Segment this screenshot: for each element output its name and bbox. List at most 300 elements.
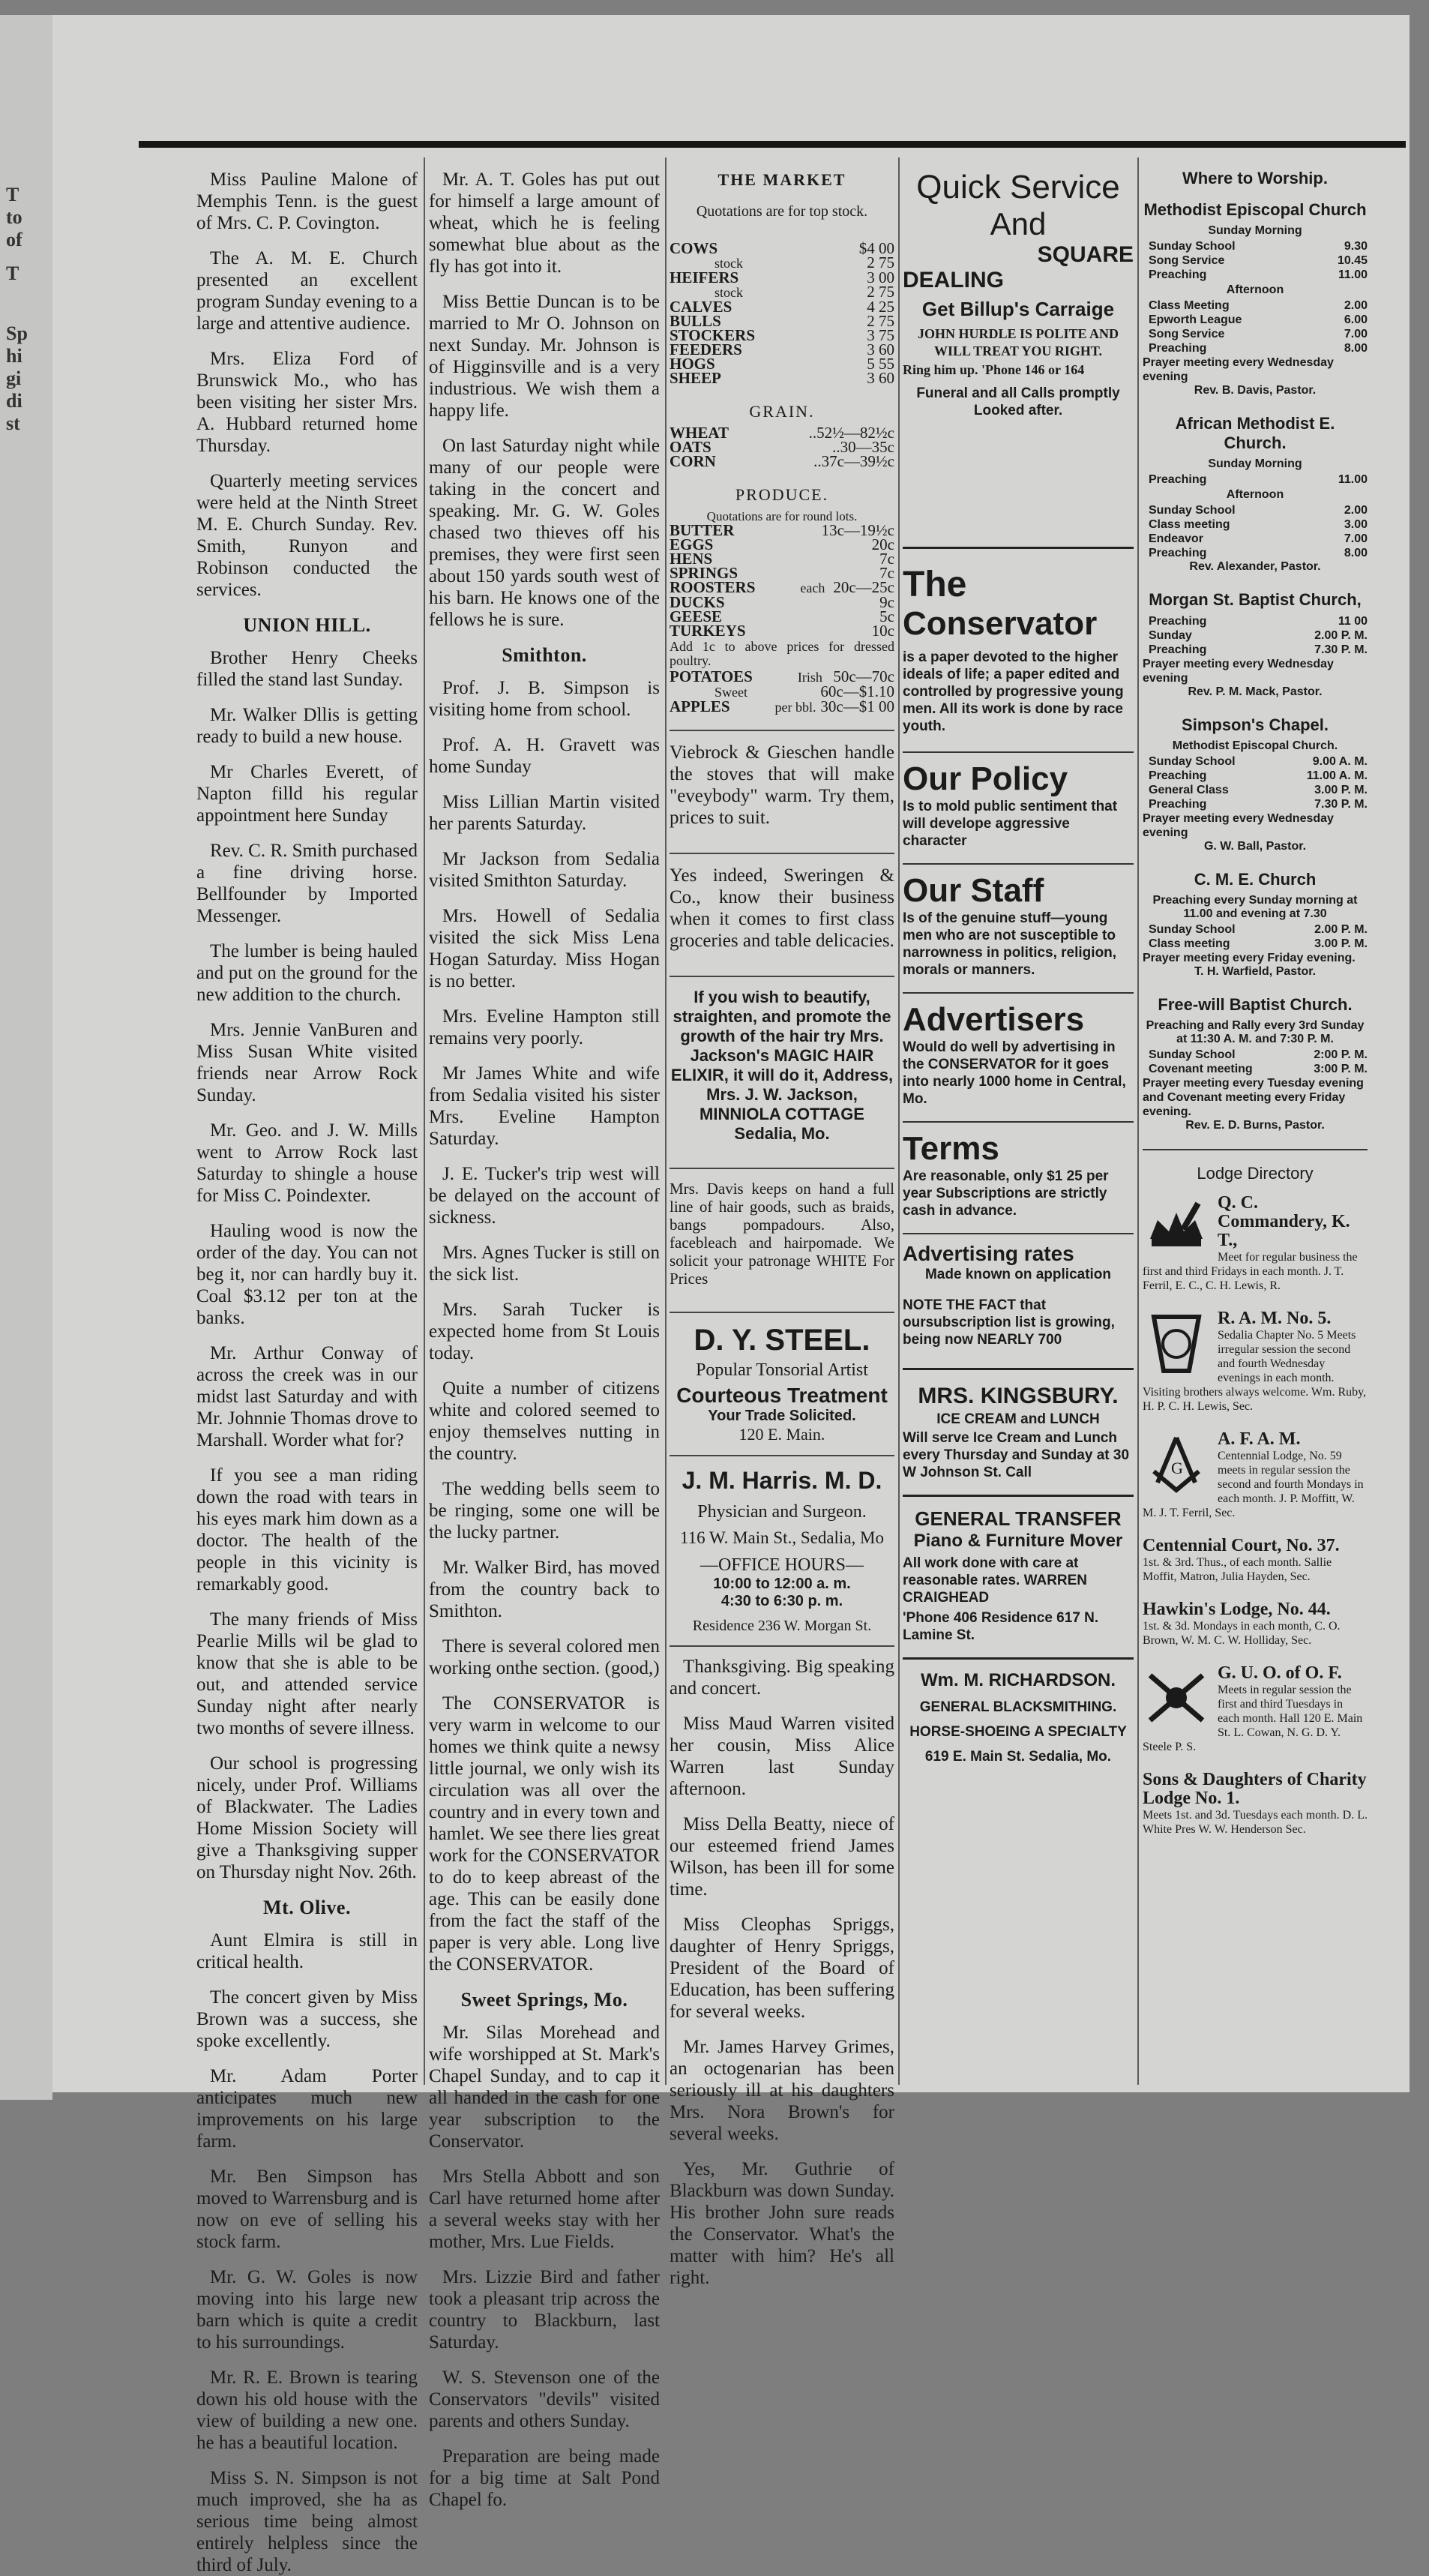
lodge-entry bbox=[1143, 1537, 1368, 1584]
news-item: Mr. Geo. and J. W. Mills went to Arrow Rock last Saturday to shingle a house for Miss C. Poindexter. bbox=[196, 1120, 418, 1206]
news-item: Mr. R. E. Brown is tearing down his old house with the view of building a new one. he has a beautiful location. bbox=[196, 2368, 418, 2453]
news-item: Preparation are being made for a big time at Salt Pond Chapel fo. bbox=[429, 2446, 660, 2510]
market-item-name: HEIFERS bbox=[670, 268, 739, 286]
market-item-price: 5 55 bbox=[867, 355, 894, 373]
news-item: On last Saturday night while many of our people were taking in the concert and speaking. Mr. G. W. Goles chased two thieves off his premises, they were first seen about 150 yards south west of his barn. He knows one of the fellows he is sure. bbox=[429, 436, 660, 630]
news-item: W. S. Stevenson one of the Conservators "devils" visited parents and others Sunday. bbox=[429, 2368, 660, 2431]
quick-service-title: SQUARE bbox=[1037, 242, 1134, 267]
steel-line: 120 E. Main. bbox=[738, 1425, 825, 1444]
service-row bbox=[1143, 628, 1368, 643]
news-item: Miss Pauline Malone of Memphis Tenn. is the guest of Mrs. C. P. Covington. bbox=[196, 169, 418, 233]
news-item: J. E. Tucker's trip west will be delayed on the account of sickness. bbox=[429, 1164, 660, 1228]
kingsbury-text: Will serve Ice Cream and Lunch every Thursday and Sunday at 30 W Johnson St. Call bbox=[903, 1430, 1130, 1480]
market-item-name: BULLS bbox=[670, 312, 721, 330]
church-name: Morgan St. Baptist Church, bbox=[1149, 590, 1362, 609]
carriage-ad bbox=[903, 169, 1134, 419]
service-row bbox=[1143, 769, 1368, 783]
service-time: 11.00 bbox=[1338, 473, 1368, 486]
news-item: Mrs. Eliza Ford of Brunswick Mo., who has been visiting her sister Mrs. A. Hubbard returned home Thursday. bbox=[196, 349, 418, 456]
market-item-price: 20c—25c bbox=[833, 578, 894, 596]
news-item: There is several colored men working onthe section. (good,) bbox=[429, 1636, 660, 1678]
news-item: Mr Charles Everett, of Napton filld his regular appointment here Sunday bbox=[196, 762, 418, 826]
transfer-name: GENERAL TRANSFER bbox=[915, 1507, 1122, 1530]
market-item-price: 2 75 bbox=[867, 312, 894, 330]
service-row bbox=[1143, 754, 1368, 769]
lodge-text: 1st. & 3d. Mondays in each month, C. O. Brown, W. M. C. W. Holliday, Sec. bbox=[1143, 1620, 1341, 1647]
market-item-name: GEESE bbox=[670, 607, 723, 625]
staff-text: Is of the genuine stuff—young men who are not susceptible to narrowness in politics, religion, morals or manners. bbox=[903, 910, 1117, 978]
market-item-name: TURKEYS bbox=[670, 622, 746, 640]
news-item: Mr. G. W. Goles is now moving into his large new barn which is quite a credit to his surroundings. bbox=[196, 2267, 418, 2353]
news-item: Mrs. Agnes Tucker is still on the sick list. bbox=[429, 1243, 660, 1285]
service-heading: Methodist Episcopal Church. bbox=[1172, 739, 1338, 752]
market-row bbox=[670, 697, 894, 715]
church-pastor: Rev. P. M. Mack, Pastor. bbox=[1188, 685, 1323, 698]
market-item-price: $4 00 bbox=[858, 239, 894, 257]
steel-name: D. Y. STEEL. bbox=[694, 1324, 870, 1357]
news-item: Mrs. Sarah Tucker is expected home from St Louis today. bbox=[429, 1300, 660, 1363]
lodge-entry bbox=[1143, 1430, 1368, 1520]
news-item: The lumber is being hauled and put on the ground for the new addition to the church. bbox=[196, 941, 418, 1005]
service-name: Epworth League bbox=[1149, 313, 1242, 326]
service-row bbox=[1143, 298, 1368, 313]
quick-service-title: And bbox=[990, 206, 1047, 241]
column-rule bbox=[665, 157, 667, 2085]
lodge-name: G. U. O. of O. F. bbox=[1218, 1663, 1342, 1683]
service-time: 2:00 P. M. bbox=[1314, 1048, 1368, 1061]
service-row bbox=[1143, 341, 1368, 355]
service-heading: Preaching and Rally every 3rd Sunday at 11:30 A. M. and 7:30 P. M. bbox=[1146, 1019, 1365, 1045]
service-name: Class Meeting bbox=[1149, 299, 1230, 312]
market-item-name: SHEEP bbox=[670, 369, 721, 387]
lodge-text: 1st. & 3rd. Thus., of each month. Sallie Moffit, Matron, Julia Hayden, Sec. bbox=[1143, 1556, 1332, 1583]
news-items-b bbox=[429, 677, 660, 1975]
lodge-list bbox=[1143, 1194, 1368, 1837]
service-row bbox=[1143, 922, 1368, 937]
news-item: The many friends of Miss Pearlie Mills wil be glad to know that she is able to be out, and attended service Sunday night after nearly two months of severe illness. bbox=[196, 1609, 418, 1738]
quick-service-title: DEALING bbox=[903, 268, 1004, 292]
steel-line: Your Trade Solicited. bbox=[708, 1408, 856, 1424]
service-time: 7.00 bbox=[1344, 328, 1368, 340]
service-row bbox=[1143, 532, 1368, 546]
steel-line: Popular Tonsorial Artist bbox=[696, 1360, 868, 1380]
service-row bbox=[1143, 1048, 1368, 1062]
lodge-title: Lodge Directory bbox=[1197, 1164, 1314, 1183]
news-item: The concert given by Miss Brown was a success, she spoke excellently. bbox=[196, 1987, 418, 2051]
lodge-name: Hawkin's Lodge, No. 44. bbox=[1143, 1600, 1331, 1619]
service-name: Preaching bbox=[1149, 615, 1207, 628]
market-item-price: 4 25 bbox=[867, 298, 894, 316]
market-item-name: ROOSTERS bbox=[670, 578, 756, 596]
service-time: 7.30 P. M. bbox=[1314, 798, 1368, 811]
advertisers-heading: Advertisers bbox=[903, 992, 1134, 1039]
service-name: Preaching bbox=[1149, 473, 1207, 486]
lodge-name: Centennial Court, No. 37. bbox=[1143, 1536, 1340, 1555]
advertisers-text: Would do well by advertising in the CONSERVATOR for it goes into nearly 1000 home in Central, Mo. bbox=[903, 1039, 1126, 1107]
service-row bbox=[1143, 503, 1368, 517]
service-name: Sunday School bbox=[1149, 1048, 1236, 1061]
service-time: 11.00 A. M. bbox=[1306, 769, 1368, 782]
market-row bbox=[670, 454, 894, 469]
church-pastor: G. W. Ball, Pastor. bbox=[1203, 840, 1307, 853]
hair-elixir-ad: If you wish to beautify, straighten, and promote the growth of the hair try Mrs. Jackson's MAGIC HAIR ELIXIR, it will do it, Address, Mrs. J. W. Jackson, MINNIOLA COTTAGE Sedalia, Mo. bbox=[670, 988, 894, 1143]
news-items-c bbox=[196, 1930, 418, 2576]
service-row bbox=[1143, 797, 1368, 811]
church-pastor: T. H. Warfield, Pastor. bbox=[1194, 965, 1317, 978]
carriage-line: Funeral and all Calls promptly Looked after. bbox=[916, 385, 1120, 418]
service-row bbox=[1143, 517, 1368, 532]
lodge-entry bbox=[1143, 1664, 1368, 1754]
news-item: Hauling wood is now the order of the day. You can not beg it, nor can hardly buy it. Coal $3.12 per ton at the banks. bbox=[196, 1221, 418, 1328]
hair-goods-ad: Mrs. Davis keeps on hand a full line of hair goods, such as braids, bangs pompadours. Also, facebleach and hairpomade. We solicit your patronage WHITE For Prices bbox=[670, 1180, 894, 1288]
market-item-name: BUTTER bbox=[670, 521, 735, 539]
church-entry bbox=[1143, 590, 1368, 699]
market-row bbox=[670, 624, 894, 638]
adjacent-page-strip: T to of T Sp hi gi di st bbox=[0, 15, 52, 2100]
market-item-name: CALVES bbox=[670, 298, 732, 316]
steel-line: Courteous Treatment bbox=[676, 1384, 888, 1407]
news-item: Miss Maud Warren visited her cousin, Miss Alice Warren last Sunday afternoon. bbox=[670, 1714, 894, 1799]
service-time: 3.00 P. M. bbox=[1314, 784, 1368, 796]
blacksmith-ad bbox=[903, 1657, 1134, 1765]
news-item: Quarterly meeting services were held at the Ninth Street M. E. Church Sunday. Rev. Smith, Runyon and Robinson conducted the services. bbox=[196, 471, 418, 600]
stove-notice: Viebrock & Gieschen handle the stoves that will make "eveybody" warm. Try them, prices to suit. bbox=[670, 742, 894, 828]
grain-heading: GRAIN. bbox=[749, 402, 815, 421]
church-name: African Methodist E. Church. bbox=[1175, 414, 1335, 452]
market-item-price: ..37c—39½c bbox=[813, 452, 894, 470]
news-items-a bbox=[196, 169, 418, 601]
service-name: Endeavor bbox=[1149, 532, 1203, 545]
news-item: Mrs Stella Abbott and son Carl have returned home after a several weeks stay with her mother, Mrs. Lue Fields. bbox=[429, 2167, 660, 2252]
news-item: Yes, Mr. Guthrie of Blackburn was down Sunday. His brother John sure reads the Conservator. What's the matter with him? He's all right. bbox=[670, 2159, 894, 2288]
produce-heading: PRODUCE. bbox=[735, 485, 829, 504]
church-note: Prayer meeting every Wednesday evening bbox=[1143, 658, 1334, 685]
section-heading-mt-olive: Mt. Olive. bbox=[263, 1897, 351, 1918]
column-rule bbox=[424, 157, 425, 2085]
lodge-text: Centennial Lodge, No. 59 meets in regular session the second and fourth Mondays in each month. J. P. Moffitt, W. M. J. T. Ferril, Sec. bbox=[1143, 1450, 1364, 1519]
service-heading: Sunday Morning bbox=[1208, 457, 1302, 470]
market-item-price: 2 75 bbox=[867, 283, 894, 301]
section-heading-smithton: Smithton. bbox=[502, 644, 587, 666]
service-time: 10.45 bbox=[1337, 254, 1368, 267]
service-name: Preaching bbox=[1149, 798, 1207, 811]
column-2 bbox=[429, 169, 660, 2510]
market-row bbox=[670, 371, 894, 385]
keystone-icon bbox=[1143, 1309, 1210, 1377]
market-item-price: 3 00 bbox=[867, 268, 894, 286]
news-item: Miss S. N. Simpson is not much improved, she ha as serious time being almost entirely helpless since the third of July. bbox=[196, 2468, 418, 2575]
market-item-price: 3 60 bbox=[867, 369, 894, 387]
market-item-price: 13c—19½c bbox=[821, 521, 894, 539]
market-item-qualifier: stock bbox=[714, 256, 743, 271]
service-time: 6.00 bbox=[1344, 313, 1368, 326]
market-item-price: 3 60 bbox=[867, 340, 894, 358]
policy-text: Is to mold public sentiment that will develope aggressive character bbox=[903, 799, 1118, 849]
news-item: Mrs. Jennie VanBuren and Miss Susan White visited friends near Arrow Rock Sunday. bbox=[196, 1020, 418, 1105]
news-item: Mr James White and wife from Sedalia visited his sister Mrs. Eveline Hampton Saturday. bbox=[429, 1063, 660, 1149]
news-item: Our school is progressing nicely, under Prof. Williams of Blackwater. The Ladies Home Mission Society will give a Thanksgiving supper on Thursday night Nov. 26th. bbox=[196, 1753, 418, 1882]
column-4 bbox=[903, 169, 1134, 2089]
service-time: 2.00 bbox=[1344, 299, 1368, 312]
news-item: Aunt Elmira is still in critical health. bbox=[196, 1930, 418, 1972]
market-item-price: 9c bbox=[879, 593, 894, 611]
transfer-sub: Piano & Furniture Mover bbox=[913, 1531, 1123, 1551]
service-time: 7.30 P. M. bbox=[1314, 643, 1368, 656]
news-item: Mr. Arthur Conway of across the creek was in our midst last Saturday and with Mr. Johnnie Thomas drove to Marshall. Worder what for? bbox=[196, 1343, 418, 1450]
service-name: Preaching bbox=[1149, 547, 1207, 559]
grain-table bbox=[670, 426, 894, 469]
terms-text: Are reasonable, only $1 25 per year Subscriptions are strictly cash in advance. bbox=[903, 1168, 1109, 1219]
news-item: Mr. Ben Simpson has moved to Warrensburg and is now on eve of selling his stock farm. bbox=[196, 2167, 418, 2252]
column-1 bbox=[196, 169, 418, 2575]
market-item-price: 30c—$1 00 bbox=[820, 697, 894, 715]
market-row bbox=[670, 268, 894, 286]
service-name: Song Service bbox=[1149, 328, 1225, 340]
service-name: Class meeting bbox=[1149, 937, 1230, 950]
square-compass-icon bbox=[1143, 1430, 1210, 1498]
service-name: Preaching bbox=[1149, 342, 1207, 355]
column-rule bbox=[898, 157, 900, 2085]
blacksmith-address: 619 E. Main St. Sedalia, Mo. bbox=[924, 1749, 1112, 1765]
service-name: Sunday School bbox=[1149, 240, 1236, 253]
news-items-tail bbox=[670, 1645, 894, 2289]
service-time: 9.00 A. M. bbox=[1312, 755, 1368, 768]
market-item-price: 10c bbox=[871, 622, 894, 640]
conservator-box bbox=[903, 547, 1134, 1348]
church-note: Prayer meeting every Wednesday evening bbox=[1143, 356, 1334, 383]
potatoes-table bbox=[670, 667, 894, 715]
market-item-name: POTATOES bbox=[670, 667, 753, 685]
service-row bbox=[1143, 239, 1368, 253]
service-row bbox=[1143, 546, 1368, 560]
lodge-text: Meets in regular session the first and third Tuesdays in each month. Hall 120 E. Main St. L. Cowan, N. G. D. Y. Steele P. S. bbox=[1143, 1684, 1363, 1753]
news-items-b bbox=[196, 647, 418, 1883]
lodge-entry bbox=[1143, 1194, 1368, 1293]
news-item: Mrs. Howell of Sedalia visited the sick Miss Lena Hogan Saturday. Miss Hogan is no better. bbox=[429, 906, 660, 991]
lodge-entry bbox=[1143, 1309, 1368, 1414]
news-item: If you see a man riding down the road with tears in his eyes mark him down as a doctor. The health of the people in this vicinity is remarkably good. bbox=[196, 1465, 418, 1594]
market-item-qualifier: Irish bbox=[797, 670, 822, 685]
service-name: Sunday School bbox=[1149, 504, 1236, 517]
market-item-qualifier: per bbl. bbox=[774, 700, 816, 715]
grocery-notice: Yes indeed, Sweringen & Co., know their business when it comes to first class groceries and table delicacies. bbox=[670, 865, 894, 951]
market-item-price: 7c bbox=[879, 564, 894, 582]
church-name: C. M. E. Church bbox=[1194, 870, 1317, 889]
news-item: Miss Bettie Duncan is to be married to Mr O. Johnson on next Sunday. Mr. Johnson is of Higginsville and is a very industrious. We wish them a happy life. bbox=[429, 292, 660, 421]
rates-text: Made known on application bbox=[924, 1267, 1112, 1282]
service-row bbox=[1143, 472, 1368, 487]
news-item: Miss Lillian Martin visited her parents Saturday. bbox=[429, 792, 660, 834]
carriage-line: JOHN HURDLE IS POLITE AND WILL TREAT YOU RIGHT. bbox=[917, 326, 1119, 358]
service-heading: Sunday Morning bbox=[1208, 224, 1302, 237]
news-item: Quite a number of citizens white and colored seemed to enjoy themselves nutting in the country. bbox=[429, 1378, 660, 1464]
news-item: The CONSERVATOR is very warm in welcome to our homes we think quite a newsy little journal, we only wish its circulation was all over the country and in every town and hamlet. We see there lies great work for the CONSERVATOR to do to keep abreast of the age. This can be easily done from the fact the staff of the paper is very able. Long live the CONSERVATOR. bbox=[429, 1693, 660, 1975]
market-item-price: 5c bbox=[879, 607, 894, 625]
church-entry bbox=[1143, 870, 1368, 979]
lodge-name: Q. C. Commandery, K. T., bbox=[1218, 1193, 1350, 1250]
service-name: Preaching bbox=[1149, 769, 1207, 782]
service-time: 3.00 bbox=[1344, 518, 1368, 531]
crossed-swords-icon bbox=[1143, 1664, 1210, 1732]
market-item-qualifier: stock bbox=[714, 285, 743, 300]
column-rule bbox=[1137, 157, 1139, 2085]
lodge-text: Meet for regular business the first and third Fridays in each month. J. T. Ferril, E. C., C. H. Lewis, R. bbox=[1143, 1251, 1358, 1292]
news-items-c bbox=[429, 2022, 660, 2511]
harris-hours: —OFFICE HOURS— bbox=[700, 1555, 864, 1575]
lodge-name: R. A. M. No. 5. bbox=[1218, 1309, 1332, 1328]
service-row bbox=[1143, 614, 1368, 628]
market-item-price: 7c bbox=[879, 550, 894, 568]
service-row bbox=[1143, 268, 1368, 282]
harris-line: 116 W. Main St., Sedalia, Mo bbox=[680, 1528, 884, 1547]
lodge-text: Meets 1st. and 3d. Tuesdays each month. D. L. White Pres W. W. Henderson Sec. bbox=[1143, 1809, 1368, 1836]
service-name: Preaching bbox=[1149, 268, 1207, 281]
market-item-name: DUCKS bbox=[670, 593, 725, 611]
lodge-entry bbox=[1143, 1600, 1368, 1648]
svg-text:G: G bbox=[1171, 1459, 1183, 1477]
header-rule bbox=[139, 141, 1406, 148]
section-heading-union-hill: UNION HILL. bbox=[243, 614, 371, 636]
market-item-price: ..30—35c bbox=[832, 438, 894, 456]
church-name: Simpson's Chapel. bbox=[1182, 715, 1329, 734]
news-item: The wedding bells seem to be ringing, some one will be the lucky partner. bbox=[429, 1479, 660, 1543]
harris-line: Physician and Surgeon. bbox=[697, 1502, 867, 1522]
lodge-text: Sedalia Chapter No. 5 Meets irregular session the second and fourth Wednesday evenings in each month. Visiting brothers always welcome. Wm. Ruby, H. P. C. H. Lewis, Sec. bbox=[1143, 1329, 1367, 1413]
market-item-price: ..52½—82½c bbox=[808, 424, 894, 442]
news-item: Mr. Silas Morehead and wife worshipped at St. Mark's Chapel Sunday, and to cap it all handed in the cash for one year subscription to the Conservator. bbox=[429, 2023, 660, 2152]
service-name: Song Service bbox=[1149, 254, 1225, 267]
blacksmith-name: Wm. M. RICHARDSON. bbox=[921, 1670, 1116, 1690]
transfer-ad bbox=[903, 1495, 1134, 1644]
subscription-note: NOTE THE FACT that oursubscription list is growing, being now NEARLY 700 bbox=[903, 1297, 1115, 1348]
market-item-name: COWS bbox=[670, 239, 718, 257]
market-item-price: 3 75 bbox=[867, 326, 894, 344]
news-item: Mr Jackson from Sedalia visited Smithton Saturday. bbox=[429, 849, 660, 891]
church-entry bbox=[1143, 200, 1368, 397]
market-item-name: EGGS bbox=[670, 535, 714, 553]
market-row bbox=[670, 241, 894, 256]
kingsbury-name: MRS. KINGSBURY. bbox=[918, 1384, 1119, 1408]
service-time: 2.00 P. M. bbox=[1314, 923, 1368, 936]
service-name: Class meeting bbox=[1149, 518, 1230, 531]
column-5 bbox=[1143, 169, 1368, 2089]
service-time: 9.30 bbox=[1344, 240, 1368, 253]
church-pastor: Rev. E. D. Burns, Pastor. bbox=[1185, 1119, 1325, 1132]
service-time: 11 00 bbox=[1338, 615, 1368, 628]
lodge-name: A. F. A. M. bbox=[1218, 1429, 1301, 1449]
livestock-table bbox=[670, 241, 894, 385]
conservator-name: Conservator bbox=[903, 605, 1098, 642]
church-name: Methodist Episcopal Church bbox=[1143, 200, 1367, 219]
church-entry bbox=[1143, 715, 1368, 853]
service-row bbox=[1143, 937, 1368, 951]
church-entry bbox=[1143, 414, 1368, 574]
worship-title: Where to Worship. bbox=[1182, 169, 1328, 187]
lodge-directory bbox=[1143, 1149, 1368, 1837]
news-item: Mrs. Eveline Hampton still remains very poorly. bbox=[429, 1006, 660, 1048]
service-time: 3:00 P. M. bbox=[1314, 1063, 1368, 1075]
market-item-name: WHEAT bbox=[670, 424, 729, 442]
service-row bbox=[1143, 643, 1368, 657]
lodge-name: Sons & Daughters of Charity Lodge No. 1. bbox=[1143, 1770, 1367, 1808]
service-time: 8.00 bbox=[1344, 547, 1368, 559]
market-title: THE MARKET bbox=[717, 170, 846, 189]
news-item: Miss Della Beatty, niece of our esteemed friend James Wilson, has been ill for some time. bbox=[670, 1814, 894, 1900]
service-row bbox=[1143, 783, 1368, 797]
produce-table bbox=[670, 523, 894, 638]
service-row bbox=[1143, 253, 1368, 268]
quick-service-title: Quick Service bbox=[916, 169, 1120, 205]
church-entry bbox=[1143, 995, 1368, 1132]
carriage-line: Get Billup's Carraige bbox=[921, 298, 1115, 320]
service-heading: Afternoon bbox=[1226, 283, 1284, 296]
news-item: Mr. Adam Porter anticipates much new improvements on his large farm. bbox=[196, 2066, 418, 2152]
service-time: 3.00 P. M. bbox=[1314, 937, 1368, 950]
harris-residence: Residence 236 W. Morgan St. bbox=[692, 1618, 872, 1634]
church-directory bbox=[1143, 200, 1368, 1132]
harris-hours-line: 4:30 to 6:30 p. m. bbox=[720, 1593, 843, 1609]
church-note: Prayer meeting every Wednesday evening bbox=[1143, 812, 1334, 839]
market-item-name: OATS bbox=[670, 438, 712, 456]
church-note: Prayer meeting every Tuesday evening and Covenant meeting every Friday evening. bbox=[1143, 1077, 1364, 1118]
service-time: 11.00 bbox=[1338, 268, 1368, 281]
harris-name: J. M. Harris. M. D. bbox=[682, 1467, 882, 1494]
market-item-price: 60c—$1.10 bbox=[820, 682, 894, 700]
section-heading-sweet-springs: Sweet Springs, Mo. bbox=[460, 1989, 628, 2011]
service-time: 8.00 bbox=[1344, 342, 1368, 355]
news-items-a bbox=[429, 169, 660, 631]
market-subtitle: Quotations are for top stock. bbox=[696, 203, 868, 220]
news-item: Mr. Walker Dllis is getting ready to build a new house. bbox=[196, 705, 418, 747]
market-item-qualifier: each bbox=[800, 580, 825, 595]
service-name: Preaching bbox=[1149, 643, 1207, 656]
news-item: Prof. A. H. Gravett was home Sunday bbox=[429, 735, 660, 777]
produce-note: Add 1c to above prices for dressed poultry. bbox=[670, 639, 894, 668]
church-pastor: Rev. B. Davis, Pastor. bbox=[1194, 384, 1317, 397]
market-item-price: 2 75 bbox=[867, 253, 894, 271]
news-item: Mr. James Harvey Grimes, an octogenarian has been seriously ill at his daughters Mrs. Nora Brown's for several weeks. bbox=[670, 2037, 894, 2144]
conservator-text: is a paper devoted to the higher ideals of life; a paper edited and controlled by progressive young men. All its work is done by race youth. bbox=[903, 649, 1124, 734]
service-row bbox=[1143, 313, 1368, 327]
transfer-text: All work done with care at reasonable rates. WARREN CRAIGHEAD bbox=[903, 1555, 1088, 1606]
service-heading: Preaching every Sunday morning at 11.00 and evening at 7.30 bbox=[1152, 894, 1358, 920]
transfer-phone: 'Phone 406 Residence 617 N. Lamine St. bbox=[903, 1610, 1099, 1643]
news-item: Mrs. Lizzie Bird and father took a pleasant trip across the country to Blackburn, last Saturday. bbox=[429, 2267, 660, 2353]
service-heading: Afternoon bbox=[1226, 488, 1284, 501]
news-item: The A. M. E. Church presented an excellent program Sunday evening to a large and attentive audience. bbox=[196, 248, 418, 334]
service-time: 2.00 P. M. bbox=[1314, 629, 1368, 642]
column-3 bbox=[670, 169, 894, 2288]
service-time: 7.00 bbox=[1344, 532, 1368, 545]
news-item: Mr. A. T. Goles has put out for himself a large amount of wheat, which he is feeling somewhat blue about as the fly has got into it. bbox=[429, 169, 660, 277]
market-item-name: HENS bbox=[670, 550, 713, 568]
policy-heading: Our Policy bbox=[903, 751, 1134, 798]
market-item-name: HOGS bbox=[670, 355, 715, 373]
carriage-line: Ring him up. 'Phone 146 or 164 bbox=[903, 362, 1085, 377]
church-pastor: Rev. Alexander, Pastor. bbox=[1189, 560, 1321, 573]
news-item: Rev. C. R. Smith purchased a fine driving horse. Bellfounder by Imported Messenger. bbox=[196, 841, 418, 926]
service-name: Sunday bbox=[1149, 629, 1192, 642]
news-item: Brother Henry Cheeks filled the stand last Sunday. bbox=[196, 648, 418, 690]
market-item-qualifier: Sweet bbox=[714, 685, 747, 700]
crown-cross-icon bbox=[1143, 1194, 1210, 1261]
service-time: 2.00 bbox=[1344, 504, 1368, 517]
news-item: Thanksgiving. Big speaking and concert. bbox=[670, 1657, 894, 1699]
market-item-name: APPLES bbox=[670, 697, 730, 715]
market-item-name: CORN bbox=[670, 452, 716, 470]
rates-heading: Advertising rates bbox=[903, 1233, 1134, 1266]
market-item-name: FEEDERS bbox=[670, 340, 742, 358]
